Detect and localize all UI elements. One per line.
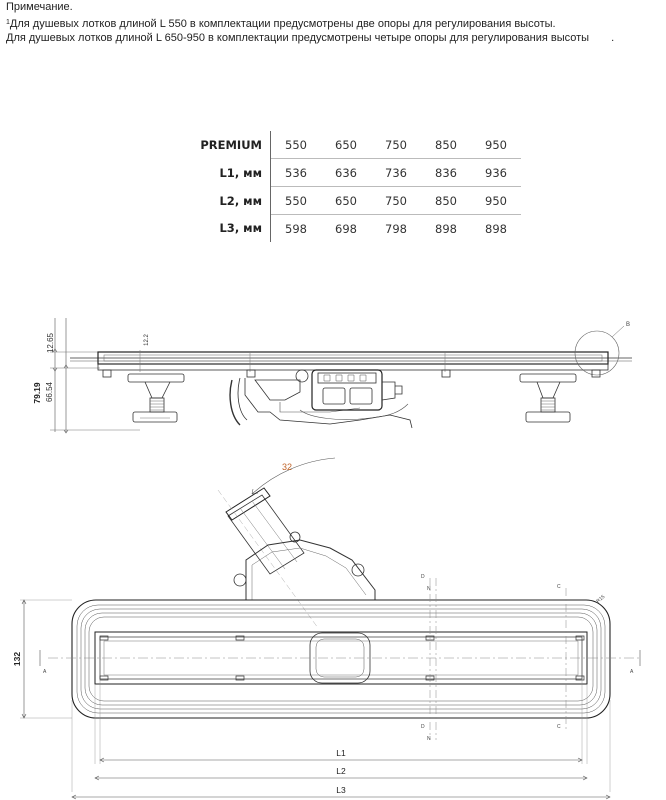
table-cell: 898 [421,215,471,243]
detail-b-label: B [626,322,631,328]
table-cell: 936 [471,159,521,187]
angle-label: 32 [281,462,293,472]
table-cell: 750 [385,137,407,152]
table-cell: 698 [321,215,371,243]
row-header: L1, мм [190,159,271,187]
note-line-2-text: Для душевых лотков длиной L 650-950 в комплектации предусмотрены четыре опоры для регулирования высоты [6,32,590,44]
plan-view [12,458,640,799]
row-header: PREMIUM [190,131,271,159]
table-cell: 536 [271,159,322,187]
side-view [32,318,632,433]
section-d-top: D [421,574,425,580]
table-cell: 850 [421,187,471,215]
table-cell: 850 [435,137,457,152]
dim-top-label: 12.65 [46,332,55,354]
siphon-top [234,532,375,600]
row-header: L2, мм [190,187,271,215]
section-d-bottom: D [421,724,425,730]
dim-grate-label: 12.2 [144,334,150,346]
table-cell: 650 [321,187,371,215]
support-leg-left [128,374,184,422]
table-cell: 550 [271,187,322,215]
dim-body-label: 66.54 [45,381,54,403]
note-title: Примечание. [6,1,73,13]
footnote-mark: 1 [6,19,10,26]
note-line-2-trail: . [611,32,615,44]
dim-l3-label: L3 [336,785,346,795]
table-cell: 736 [371,159,421,187]
support-leg-right [520,374,576,422]
dim-l2-label: L2 [336,766,346,776]
siphon-side [230,370,412,428]
table-cell: 598 [271,215,322,243]
table-cell: 650 [335,137,357,152]
table-cell: 550 [285,137,307,152]
section-a-right: A [630,669,634,675]
radius-label: R15 [595,594,607,605]
section-n-bottom: N [427,736,431,742]
section-a-left: A [43,669,47,675]
dim-width-label: 132 [12,651,22,667]
table-cell: 750 [371,187,421,215]
dim-l1-label: L1 [336,748,346,758]
table-cell: 898 [471,215,521,243]
dim-total-label: 79.19 [32,382,42,404]
note-line-1-text: Для душевых лотков длиной L 550 в комплектации предусмотрены две опоры для регулирования высоты. [9,18,556,30]
table-cell: 950 [471,187,521,215]
section-n-top: N [427,586,431,592]
table-cell: 950 [485,137,507,152]
table-cell: 836 [421,159,471,187]
table-cell: 636 [321,159,371,187]
outlet-pipe [218,488,318,628]
section-c-top: C [557,584,561,590]
table-cell: 798 [371,215,421,243]
section-c-bottom: C [557,724,561,730]
row-header: L3, мм [190,215,271,243]
